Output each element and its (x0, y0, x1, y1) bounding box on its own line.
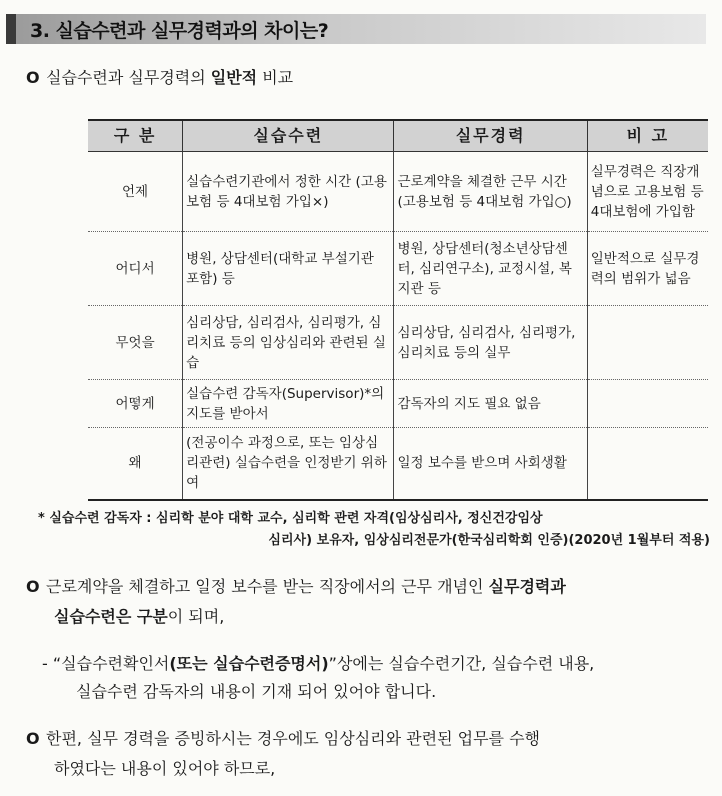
cell-practicum: 병원, 상담센터(대학교 부설기관 포함) 등 (183, 232, 394, 306)
work-proof-item (26, 724, 716, 784)
work-proof-line1: 한편, 실무 경력을 증빙하시는 경우에도 임상심리와 관련된 업무를 수행 (46, 729, 540, 748)
cell-work: 감독자의 지도 필요 없음 (394, 380, 587, 428)
row-label: 언제 (88, 152, 183, 232)
cell-remark (587, 380, 708, 428)
header-remarks: 비 고 (587, 120, 708, 152)
table-header-row (88, 120, 708, 152)
row-label: 어떻게 (88, 380, 183, 428)
supervisor-footnote (38, 508, 716, 552)
dash-bullet: - (42, 654, 48, 673)
comparison-table (88, 119, 708, 501)
header-category: 구 분 (88, 120, 183, 152)
footnote-line-2: 심리사) 보유자, 임상심리전문가(한국심리학회 인증)(2020년 1월부터 적용) (268, 533, 710, 548)
footnote-line-1: * 실습수련 감독자 : 심리학 분야 대학 교수, 심리학 관련 자격(임상심리사, 정신건강임상 (38, 511, 543, 526)
certificate-line1-pre: “실습수련확인서 (52, 654, 170, 673)
certificate-line1-post: ”상에는 실습수련기간, 실습수련 내용, (328, 654, 595, 673)
intro-text-post: 비교 (257, 68, 294, 87)
cell-practicum: (전공이수 과정으로, 또는 임상심리관련) 실습수련을 인정받기 위하여 (183, 428, 394, 500)
distinction-line1-text: 근로계약을 체결하고 일정 보수를 받는 직장에서의 근무 개념인 (46, 577, 489, 596)
section-header (6, 14, 706, 44)
header-practicum: 실습수련 (183, 120, 394, 152)
cell-remark (587, 428, 708, 500)
cell-practicum: 실습수련 감독자(Supervisor)*의 지도를 받아서 (183, 380, 394, 428)
table-row (88, 380, 708, 428)
table-row (88, 152, 708, 232)
cell-work: 일정 보수를 받으며 사회생활 (394, 428, 587, 500)
cell-remark: 실무경력은 직장개념으로 고용보험 등 4대보험에 가입함 (587, 152, 708, 232)
cell-work: 심리상담, 심리검사, 심리평가, 심리치료 등의 실무 (394, 306, 587, 380)
row-label: 왜 (88, 428, 183, 500)
table-row (88, 232, 708, 306)
cell-work: 병원, 상담센터(청소년상담센터, 심리연구소), 교정시설, 복지관 등 (394, 232, 587, 306)
distinction-item (26, 572, 716, 632)
intro-text-bold: 일반적 (210, 68, 258, 87)
header-bar (6, 14, 16, 44)
work-proof-line2: 하였다는 내용이 있어야 하므로, (54, 759, 276, 778)
cell-work: 근로계약을 체결한 근무 시간 (고용보험 등 4대보험 가입○) (394, 152, 587, 232)
cell-remark: 일반적으로 실무경력의 범위가 넓음 (587, 232, 708, 306)
cell-practicum: 심리상담, 심리검사, 심리평가, 심리치료 등의 임상심리와 관련된 실습 (183, 306, 394, 380)
circle-bullet: O (26, 68, 40, 87)
certificate-line2: 실습수련 감독자의 내용이 기재 되어 있어야 합니다. (76, 682, 437, 701)
row-label: 무엇을 (88, 306, 183, 380)
table-row (88, 428, 708, 500)
intro-item (26, 63, 293, 93)
certificate-item (42, 650, 716, 706)
distinction-line2-text: 이 되며, (167, 607, 225, 626)
intro-text-pre: 실습수련과 실무경력의 (46, 68, 211, 87)
row-label: 어디서 (88, 232, 183, 306)
cell-practicum: 실습수련기관에서 정한 시간 (고용보험 등 4대보험 가입×) (183, 152, 394, 232)
header-work-experience: 실무경력 (394, 120, 587, 152)
table-row (88, 306, 708, 380)
cell-remark (587, 306, 708, 380)
certificate-line1-bold: (또는 실습수련증명서) (169, 654, 329, 673)
circle-bullet: O (26, 577, 40, 596)
circle-bullet: O (26, 729, 40, 748)
section-title: 3. 실습수련과 실무경력과의 차이는? (30, 19, 329, 42)
distinction-line2-bold: 실습수련은 구분 (54, 607, 168, 626)
distinction-line1-bold: 실무경력과 (488, 577, 566, 596)
